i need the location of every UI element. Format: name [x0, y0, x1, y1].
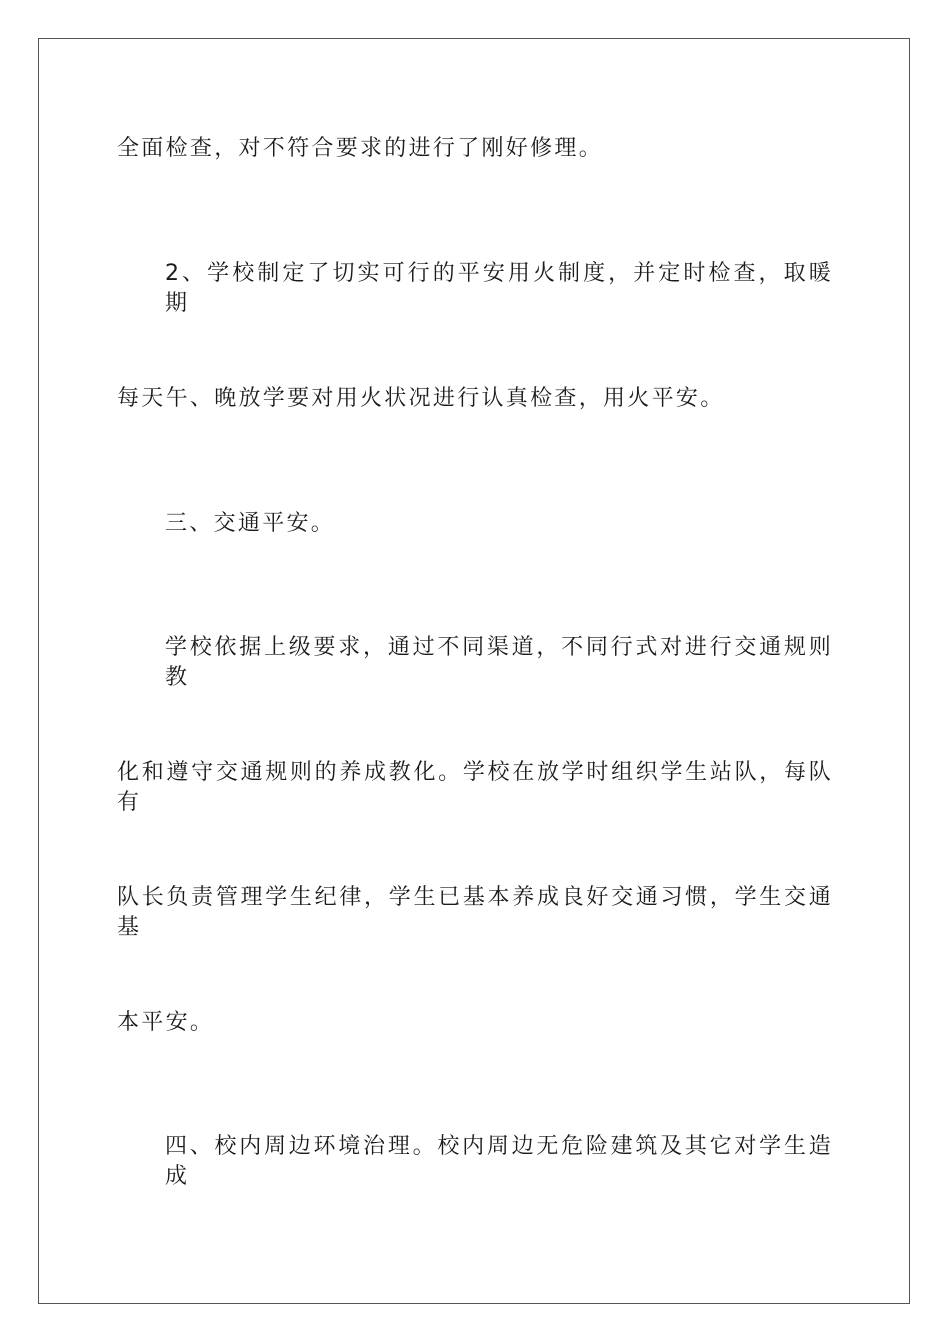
- paragraph-line-8: 本平安。: [117, 1010, 215, 1035]
- paragraph-line-5: 学校依据上级要求，通过不同渠道，不同行式对进行交通规则教: [165, 635, 833, 690]
- paragraph-line-6: 化和遵守交通规则的养成教化。学校在放学时组织学生站队，每队有: [117, 760, 833, 815]
- paragraph-line-3: 每天午、晚放学要对用火状况进行认真检查，用火平安。: [117, 386, 725, 411]
- paragraph-line-1: 全面检查，对不符合要求的进行了刚好修理。: [117, 136, 604, 161]
- paragraph-line-7: 队长负责管理学生纪律，学生已基本养成良好交通习惯，学生交通基: [117, 885, 833, 940]
- section-heading-traffic: 三、交通平安。: [165, 511, 336, 536]
- paragraph-line-2: 2、学校制定了切实可行的平安用火制度，并定时检查，取暖期: [165, 261, 833, 316]
- section-heading-environment: 四、校内周边环境治理。校内周边无危险建筑及其它对学生造成: [165, 1134, 833, 1189]
